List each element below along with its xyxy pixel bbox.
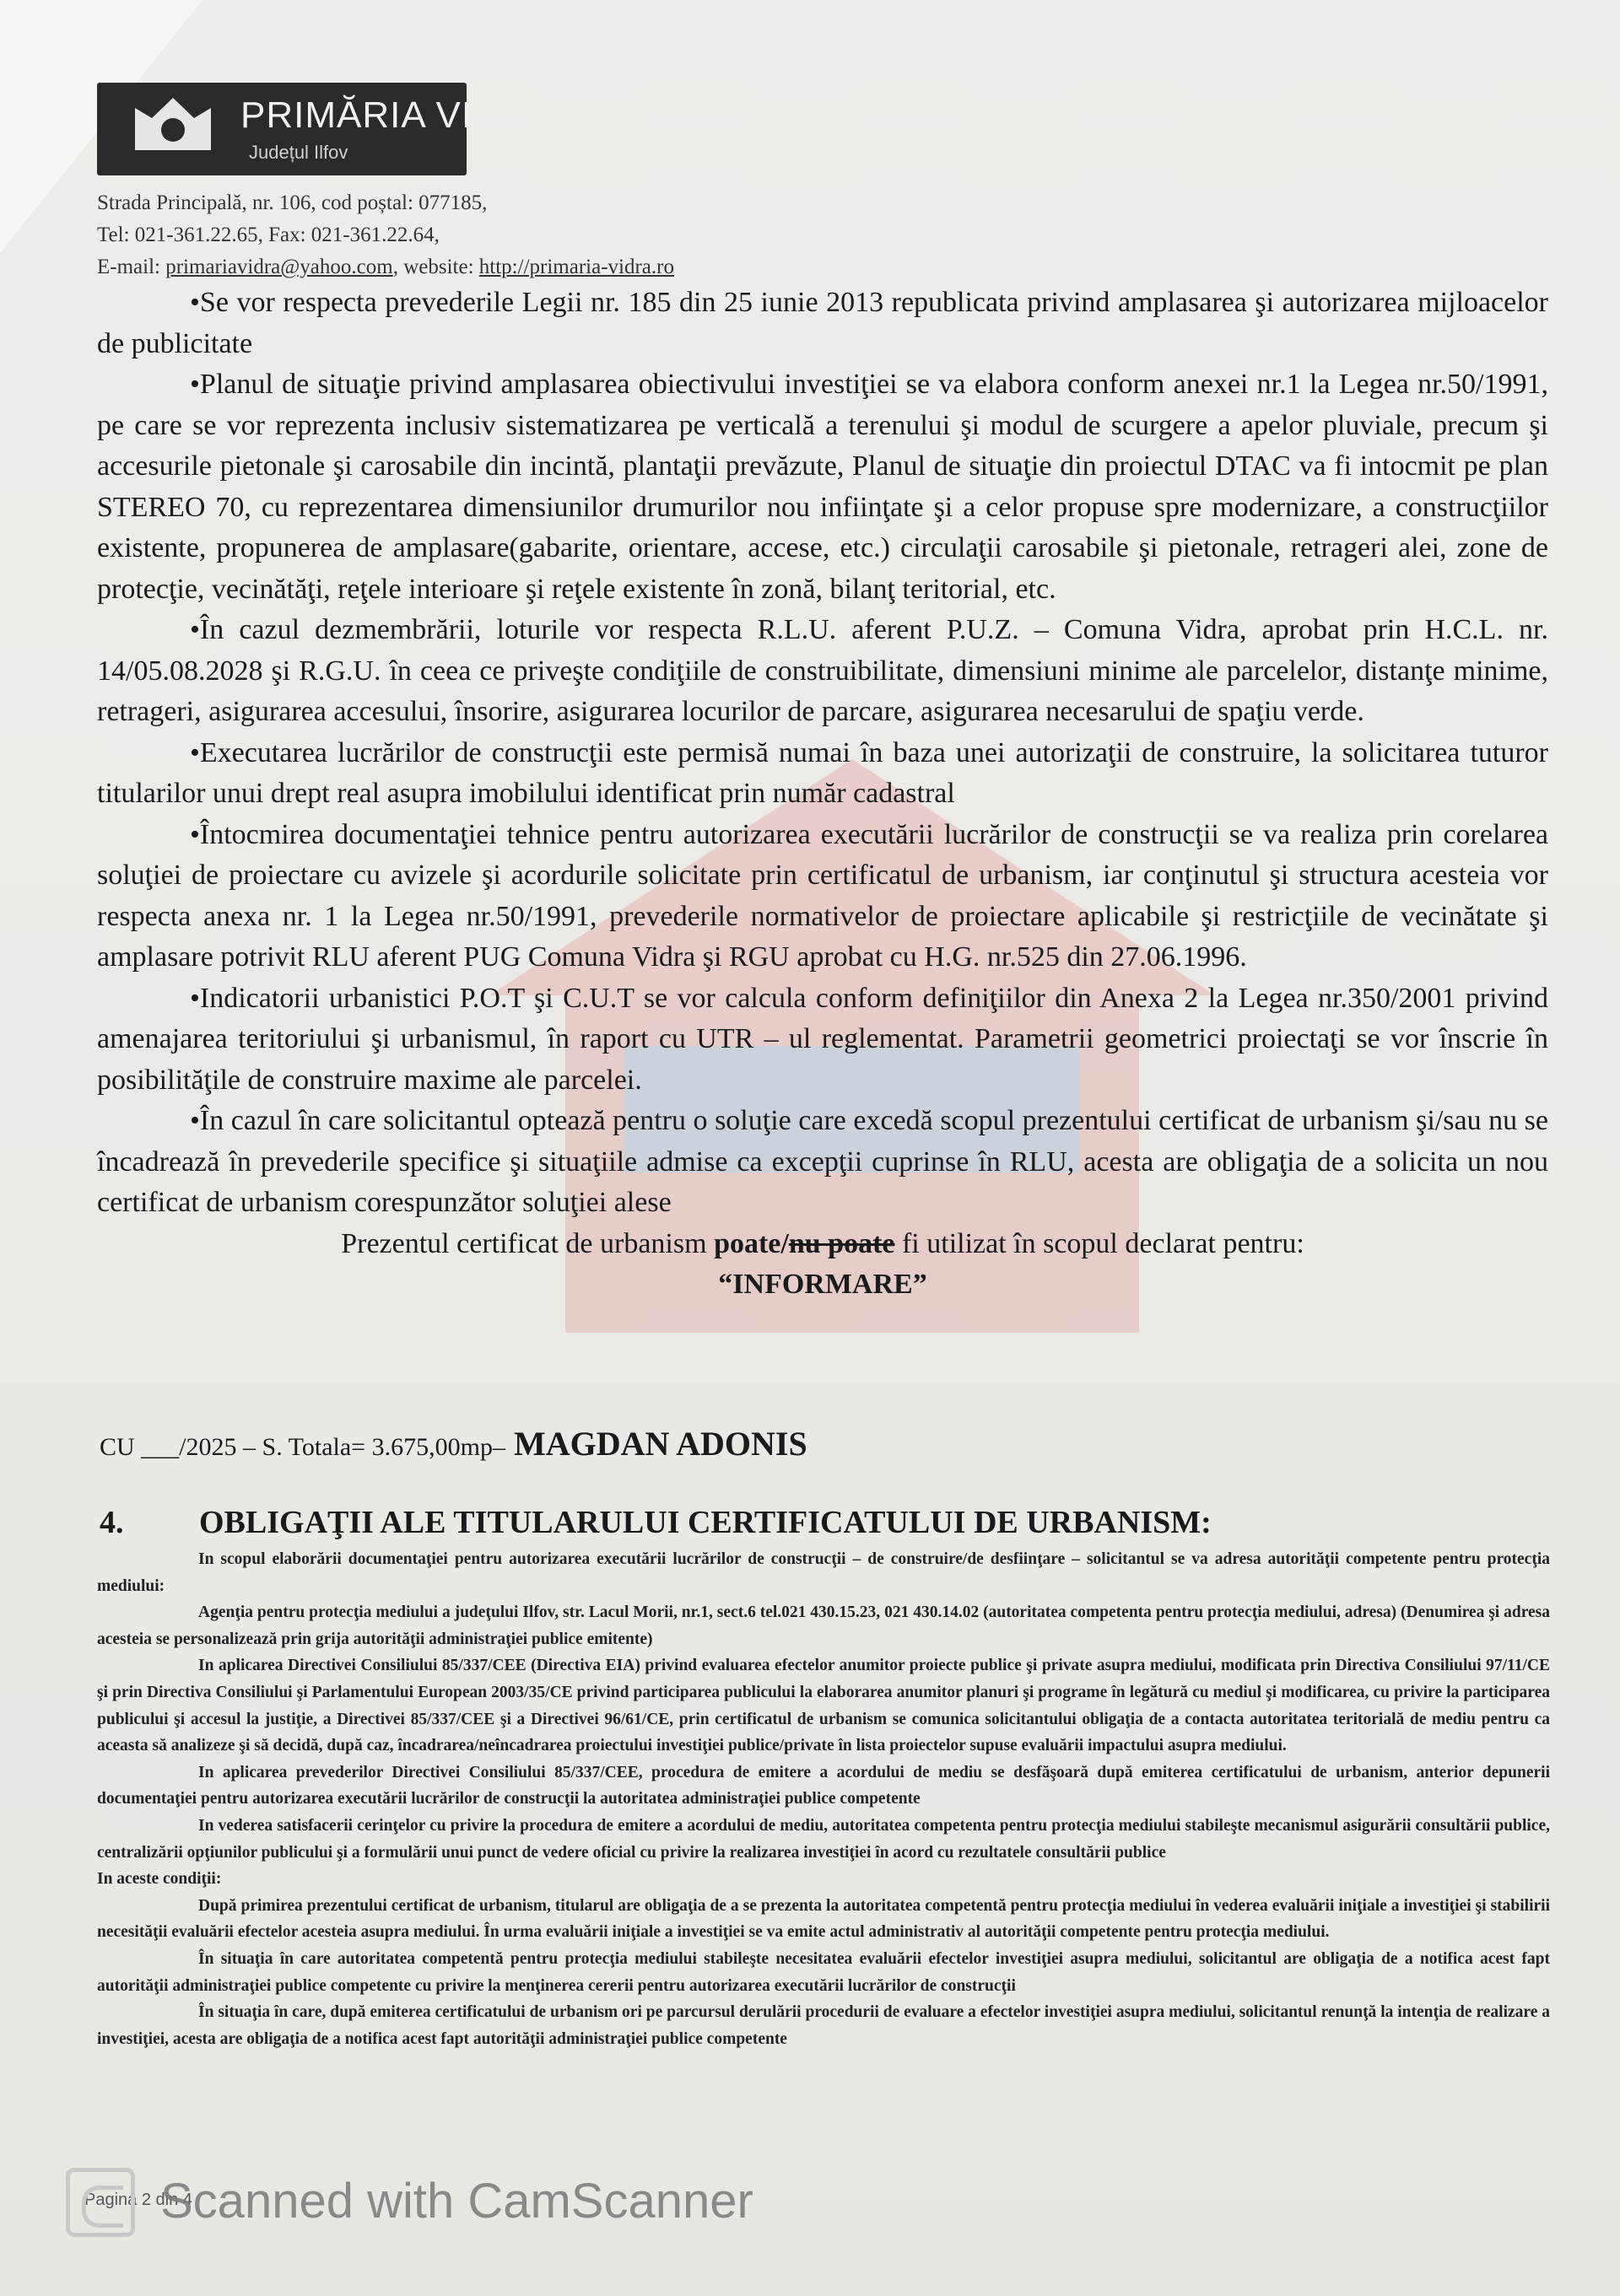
website-link[interactable]: http://primaria-vidra.ro [478, 256, 674, 278]
paragraph-new-certificate: •În cazul în care solicitantul optează pentru o soluţie care excedă scopul prezentului certificat de urbanism şi/sau nu se încadrează în prevederile specifice şi situaţiile admise ca excepţii cuprinse în RLU, acesta are obligaţia de a solicita un nou certificat de urbanism corespunzător soluţiei alese [97, 1105, 1548, 1218]
certificate-number: CU ___/2025 – S. Totala= 3.675,00mp– [100, 1433, 505, 1461]
page-number: Pagina 2 din 4 [84, 2191, 192, 2209]
crest-icon [127, 91, 219, 159]
paragraph-urban-indicators: •Indicatorii urbanistici P.O.T şi C.U.T se vor calcula conform definiţiilor din Anexa 2 la Legea nr.350/2001 privind amenajarea teritoriului şi urbanismul, în raport cu UTR – ul reglementat. Parametrii geometrici proiectaţi se vor înscrie în posibilităţile de construire maxime ale parcelei. [97, 982, 1548, 1096]
header-subtitle: Județul Ilfov [249, 142, 348, 163]
section-4-body [97, 1546, 1550, 2052]
usage-poate: poate [714, 1227, 781, 1259]
certificate-reference [100, 1424, 807, 1463]
email-link[interactable]: primariavidra@yahoo.com [165, 256, 393, 278]
obligation-paragraph: După primirea prezentului certificat de urbanism, titularul are obligaţia de a se prezenta la autoritatea competentă pentru protecţia mediului în vederea evaluării iniţiale a investiţiei şi stabilirii necesităţii evaluării efectelor acesteia asupra mediului. În urma evaluării iniţiale a investiţiei se va emite actul administrativ al autorităţii competente pentru protecţia mediului. [97, 1896, 1550, 1942]
obligation-paragraph: In vederea satisfacerii cerinţelor cu privire la procedura de emitere a acordului de mediu, autoritatea competenta pentru protecţia mediului stabileşte mecanismul asigurării consultării publice, centralizării opţiunilor publicului şi a formulării unui punct de vedere oficial cu privire la realizarea investiţiei în acord cu rezultatele consultării publice [97, 1816, 1550, 1862]
obligation-paragraph: În situaţia în care autoritatea competentă pentru protecţia mediului stabileşte necesitatea evaluării efectelor investiţiei asupra mediului, solicitantul are obligaţia de a notifica acest fapt autorităţii administraţiei publice competente cu privire la menţinerea cererii pentru autorizarea executării lucrărilor de construcţii [97, 1949, 1550, 1995]
address-line: Strada Principală, nr. 106, cod poștal: 077185, [97, 191, 488, 214]
email-label: E-mail: [97, 256, 166, 278]
usage-purpose: “INFORMARE” [718, 1269, 927, 1300]
paragraph-construction-permit: •Executarea lucrărilor de construcţii este permisă numai în baza unei autorizaţii de construire, la solicitarea tuturor titularilor unui drept real asupra imobilului identificat prin număr cadastral [97, 736, 1548, 809]
holder-name: MAGDAN ADONIS [513, 1425, 807, 1463]
usage-nu-poate: nu poate [788, 1227, 895, 1259]
paragraph-parceling: •În cazul dezmembrării, loturile vor respecta R.L.U. aferent P.U.Z. – Comuna Vidra, aprobat prin H.C.L. nr. 14/05.08.2028 şi R.G.U. în ceea ce priveşte condiţiile de construibilitate, dimensiuni minime ale parcelelor, distanţe minime, retrageri, asigurarea accesului, însorire, asigurarea locurilor de parcare, asigurarea necesarului de spaţiu verde. [97, 614, 1548, 727]
obligation-paragraph: Agenţia pentru protecţia mediului a judeţului Ilfov, str. Lacul Morii, nr.1, sect.6 tel.021 430.15.23, 021 430.14.02 (autoritatea competenta pentru protecţia mediului, adresa) (Denumirea şi adresa acesteia se personalizează prin grija autorităţii administraţiei publice emitente) [97, 1603, 1550, 1648]
usage-prefix: Prezentul certificat de urbanism [341, 1227, 715, 1259]
camscanner-watermark [66, 2168, 753, 2235]
obligation-paragraph: In aceste condiţii: [97, 1870, 222, 1889]
section-4-heading [100, 1504, 1212, 1541]
section-title: OBLIGAŢII ALE TITULARULUI CERTIFICATULUI DE URBANISM: [199, 1505, 1212, 1540]
usage-slash: / [780, 1227, 789, 1259]
obligation-paragraph: În situaţia în care, după emiterea certificatului de urbanism ori pe parcursul derulării procedurii de evaluare a efectelor investiţiei asupra mediului, solicitantul renunţă la intenţia de realizare a investiţiei, acesta are obligaţia de a notifica acest fapt autorităţii administraţiei publice competente [97, 2003, 1550, 2048]
paragraph-publicity: •Se vor respecta prevederile Legii nr. 185 din 25 iunie 2013 republicata privind amplasarea şi autorizarea mijloacelor de publicitate [97, 287, 1548, 359]
usage-statement [97, 1224, 1548, 1265]
obligation-paragraph: In scopul elaborării documentaţiei pentru autorizarea executării lucrărilor de construcţii – de construire/de desfiinţare – solicitantul se va adresa autorităţii competente pentru protecţia mediului: [97, 1550, 1550, 1595]
website-label: , website: [392, 256, 479, 278]
camscanner-icon [66, 2168, 135, 2237]
camscanner-text: Scanned with CamScanner [160, 2174, 753, 2229]
section-number: 4. [100, 1505, 124, 1540]
obligation-paragraph: In aplicarea Directivei Consiliului 85/337/CEE (Directiva EIA) privind evaluarea efectelor anumitor proiecte publice şi private asupra mediului, modificata prin Directiva Consiliului 97/11/CE şi prin Directiva Consiliului şi Parlamentului European 2003/35/CE privind participarea publicului la elaborarea anumitor planuri şi programe în legătură cu mediul şi modificarea, cu privire la participarea publicului şi accesul la justiţie, a Directivei 85/337/CEE şi a Directivei 96/61/CE, prin certificatul de urbanism se comunica solicitantului obligaţia de a contacta autoritatea teritorială de mediu pentru ca aceasta să analizeze şi să decidă, după caz, încadrarea/neîncadrarea proiectului investiţiei publice/private în lista proiectelor supuse evaluării impactului asupra mediului. [97, 1657, 1550, 1755]
paragraph-site-plan: •Planul de situaţie privind amplasarea obiectivului investiţiei se va elabora conform anexei nr.1 la Legea nr.50/1991, pe care se vor reprezenta inclusiv sistematizarea pe verticală a terenului şi modul de scurgere a apelor pluviale, precum şi accesurile pietonale şi carosabile din incintă, plantaţii prevăzute, Planul de situaţie din proiectul DTAC va fi intocmit pe plan STEREO 70, cu reprezentarea dimensiunilor drumurilor nou infiinţate şi a celor propuse spre modernizare, a construcţiilor existente, propunerea de amplasare(gabarite, orientare, accese, etc.) circulaţii carosabile şi pietonale, retrageri alei, zone de protecţie, vecinătăţi, reţele interioare şi reţele existente în zonă, bilanţ teritorial, etc. [97, 369, 1548, 605]
header-title: PRIMĂRIA VI [240, 94, 473, 136]
contact-block [97, 187, 674, 283]
conditions-body [97, 283, 1548, 1306]
phone-line: Tel: 021-361.22.65, Fax: 021-361.22.64, [97, 224, 440, 246]
obligation-paragraph: In aplicarea prevederilor Directivei Consiliului 85/337/CEE, procedura de emitere a acordului de mediu se desfăşoară după emiterea certificatului de urbanism, anterior depunerii documentaţiei pentru autorizarea executării lucrărilor de construcţii la autoritatea administraţiei publice competente [97, 1763, 1550, 1808]
usage-suffix: fi utilizat în scopul declarat pentru: [894, 1227, 1304, 1259]
email-line [97, 251, 674, 283]
paragraph-technical-documentation: •Întocmirea documentaţiei tehnice pentru autorizarea executării lucrărilor de construcţii se va realiza prin corelarea soluţiei de proiectare cu avizele şi acordurile solicitate prin certificatul de urbanism, iar conţinutul şi structura acesteia vor respecta anexa nr. 1 la Legea nr.50/1991, prevederile normativelor de proiectare aplicabile şi restricţiile de vecinătate şi amplasare potrivit RLU aferent PUG Comuna Vidra şi RGU aprobat cu H.G. nr.525 din 27.06.1996. [97, 818, 1548, 973]
